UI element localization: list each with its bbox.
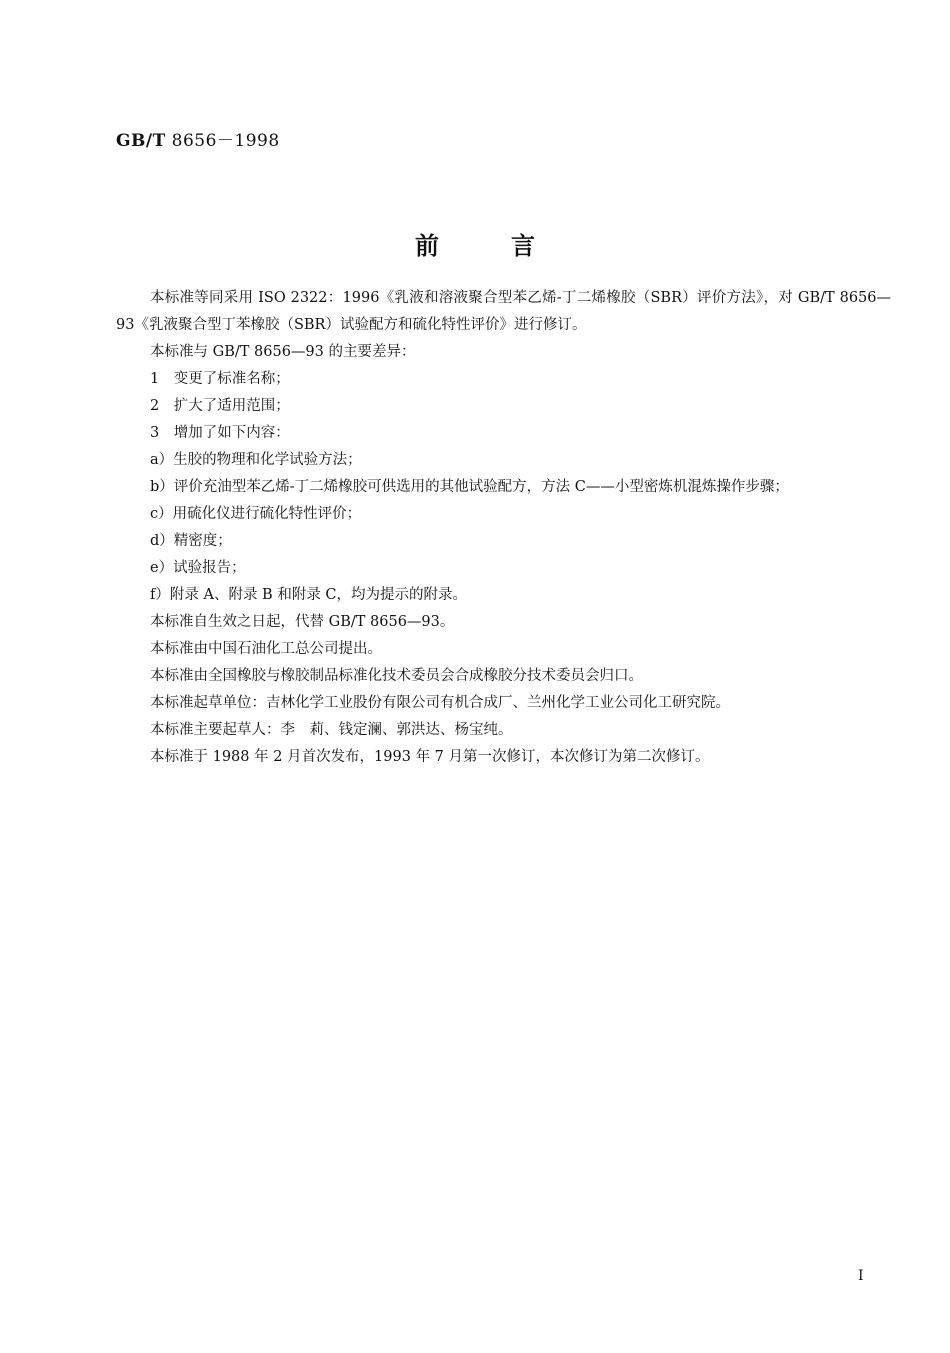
document-header [116,126,280,151]
list-item-1: 1 变更了标准名称； [150,371,290,387]
list-item-d: d）精密度； [150,533,232,549]
list-item-c: c）用硫化仪进行硫化特性评价； [150,506,362,522]
list-item-b: b）评价充油型苯乙烯-丁二烯橡胶可供选用的其他试验配方，方法 C——小型密炼机混炼操作步骤； [150,479,789,495]
list-item-a: a）生胶的物理和化学试验方法； [150,452,362,468]
foreword-body [116,285,891,771]
paragraph-drafting-units: 本标准起草单位：吉林化学工业股份有限公司有机合成厂、兰州化学工业公司化工研究院。 [150,695,730,711]
page-number: I [858,1268,864,1284]
list-item-2: 2 扩大了适用范围； [150,398,290,414]
paragraph-history: 本标准于 1988 年 2 月首次发布，1993 年 7 月第一次修订，本次修订为第二次修订。 [150,749,710,765]
paragraph-replaces: 本标准自生效之日起，代替 GB/T 8656—93。 [150,614,455,630]
paragraph-centralized-by: 本标准由全国橡胶与橡胶制品标准化技术委员会合成橡胶分技术委员会归口。 [150,668,643,684]
paragraph-differences-intro: 本标准与 GB/T 8656—93 的主要差异： [150,344,416,360]
list-item-e: e）试验报告； [150,560,246,576]
standard-prefix: GB/T [116,131,166,151]
list-item-f: f）附录 A、附录 B 和附录 C，均为提示的附录。 [150,587,468,603]
standard-number: 8656－1998 [171,131,280,151]
section-title: 前言 [415,231,607,260]
paragraph-proposed-by: 本标准由中国石油化工总公司提出。 [150,641,382,657]
list-item-3: 3 增加了如下内容： [150,425,290,441]
paragraph-adoption: 本标准等同采用 ISO 2322：1996《乳液和溶液聚合型苯乙烯-丁二烯橡胶（SBR）评价方法》，对 GB/T 8656—93《乳液聚合型丁苯橡胶（SBR）试验配方和硫化特性评价》进行修订。 [116,290,891,333]
paragraph-main-drafters: 本标准主要起草人：李 莉、钱定澜、郭洪达、杨宝纯。 [150,722,513,738]
